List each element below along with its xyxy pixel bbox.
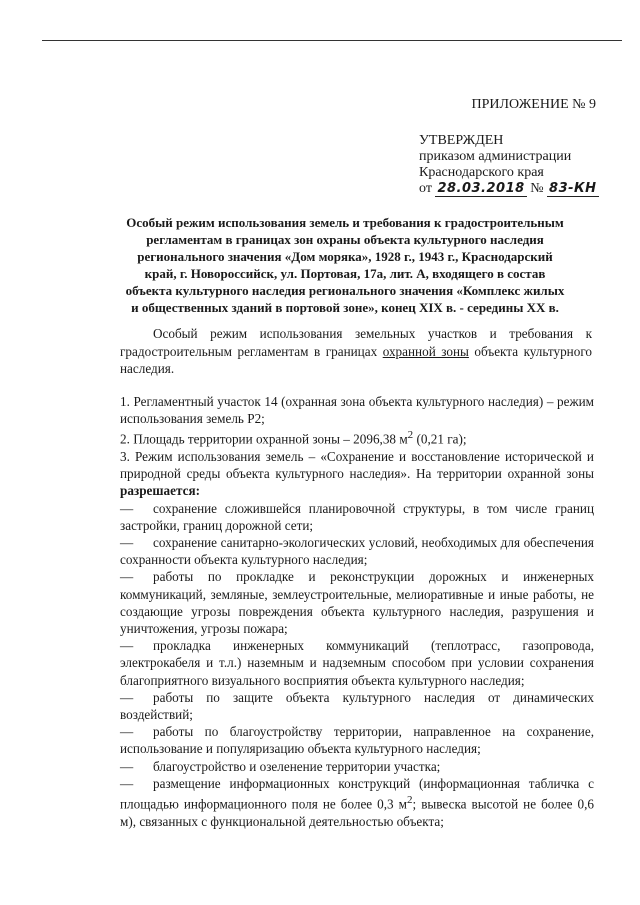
point-2-rest: (0,21 га); <box>413 431 467 447</box>
dash-marker: — <box>120 775 134 791</box>
point-3-text: 3. Режим использования земель – «Сохранение и восстановление исторической и природной среды объекта культурного наследия». На территории охранной зоны <box>120 449 594 482</box>
list-item <box>120 758 594 775</box>
title-line: Особый режим использования земель и требования к градостроительным <box>126 215 564 230</box>
handwritten-date: 28.03.2018 <box>437 181 525 196</box>
top-rule <box>42 40 622 41</box>
regulations-body <box>120 393 594 830</box>
list-item <box>120 534 594 568</box>
dash-marker: — <box>120 569 134 585</box>
list-item <box>120 500 594 534</box>
list-item <box>120 568 594 637</box>
list-item-text: благоустройство и озеленение территории участка; <box>153 758 441 774</box>
list-item-text-rest: ; вывеска высотой не более 0,6 м), связанных с функциональной деятельностью объекта; <box>120 796 594 829</box>
approved-line-1: приказом администрации <box>419 149 572 164</box>
dash-marker: — <box>120 500 134 516</box>
title-line: объекта культурного наследия регионального значения «Комплекс жилых <box>125 283 565 298</box>
point-2-text: 2. Площадь территории охранной зоны – 2096,38 м <box>120 431 408 447</box>
list-item-text: размещение информационных конструкций (информационная табличка с площадью информационного поля не более 0,3 м <box>120 775 594 812</box>
dash-marker: — <box>120 689 134 705</box>
point-2 <box>120 427 594 448</box>
title-line: край, г. Новороссийск, ул. Портовая, 17а, лит. А, входящего в состав <box>144 266 546 281</box>
dash-marker: — <box>120 758 134 774</box>
approved-title: УТВЕРЖДЕН <box>419 133 504 148</box>
list-item <box>120 775 594 830</box>
list-item-text: сохранение санитарно-экологических условий, необходимых для обеспечения сохранности объекта культурного наследия; <box>120 535 594 568</box>
list-item-text: работы по защите объекта культурного наследия от динамических воздействий; <box>120 689 594 723</box>
intro-text-1: Особый режим использования земельных участков и требования к градостроительным регламентам в границах <box>120 326 592 359</box>
dash-marker: — <box>120 724 134 740</box>
list-item <box>120 689 594 723</box>
list-item <box>120 637 594 689</box>
point-3 <box>120 448 594 500</box>
point-3-bold: разрешается: <box>120 483 201 499</box>
point-2-sup: 2 <box>407 429 414 442</box>
title-line: и общественных зданий в портовой зоне», конец XIX в. - середины XX в. <box>131 300 559 315</box>
intro-underlined: охранной зоны <box>382 343 469 359</box>
approval-date-line <box>419 181 599 197</box>
list-item-text: прокладка инженерных коммуникаций (теплотрасс, газопровода, электрокабеля и т.л.) наземным и надземным способом при условии сохранения благоприятного визуального восприятия объекта культурного наследия; <box>120 638 594 688</box>
list-item-text: работы по благоустройству территории, направленное на сохранение, использование и популяризацию объекта культурного наследия; <box>120 724 594 757</box>
list-item-text: сохранение сложившейся планировочной структуры, в том числе границ застройки, границ дорожной сети; <box>120 500 594 533</box>
number-prefix: № <box>530 181 544 196</box>
list-item-sup: 2 <box>407 794 413 807</box>
dash-marker: — <box>120 638 134 654</box>
point-1: 1. Регламентный участок 14 (охранная зона объекта культурного наследия) – режим использования земель Р2; <box>120 394 594 427</box>
handwritten-number: 83-КН <box>549 181 597 196</box>
dash-marker: — <box>120 535 134 551</box>
title-line: регионального значения «Дом моряка», 1928 г., 1943 г., Краснодарский <box>137 249 553 264</box>
approved-line-2: Краснодарского края <box>419 165 544 180</box>
appendix-label: ПРИЛОЖЕНИЕ № 9 <box>471 97 596 112</box>
document-title <box>110 214 580 316</box>
date-prefix: от <box>419 181 432 196</box>
title-line: регламентам в границах зон охраны объекта культурного наследия <box>146 232 544 247</box>
list-item <box>120 723 594 757</box>
approval-block <box>419 133 599 197</box>
list-item-text: работы по прокладке и реконструкции дорожных и инженерных коммуникаций, земляные, землеустроительные, мелиоративные и иные работы, не создающие угрозы повреждения объекта культурного наследия, разрушения и уничтожения, угрозы пожара; <box>120 569 594 637</box>
intro-text-2: объекта культурного наследия. <box>120 343 592 376</box>
intro-paragraph <box>120 325 592 378</box>
